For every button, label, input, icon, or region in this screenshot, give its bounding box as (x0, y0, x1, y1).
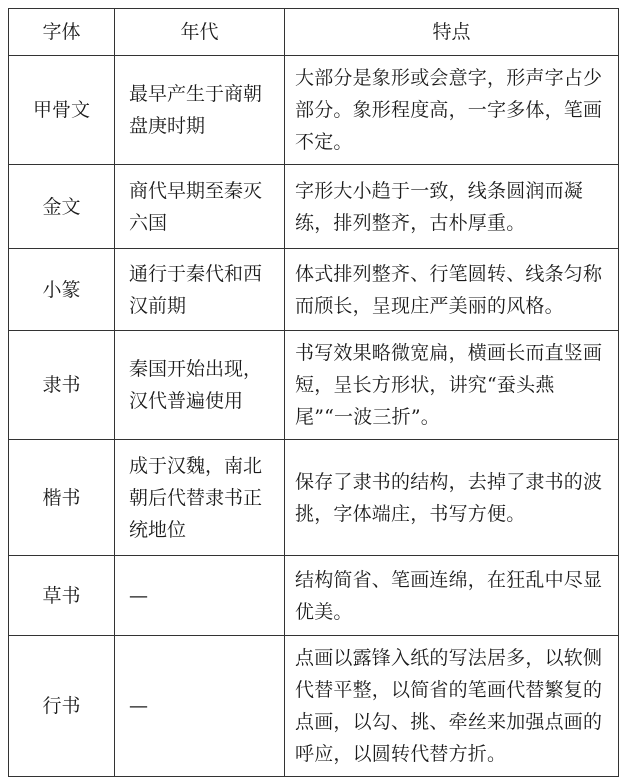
table-row (9, 331, 619, 440)
table-row (9, 636, 619, 777)
table-row (9, 165, 619, 249)
cell-script: 金文 (9, 165, 115, 249)
cell-features: 点画以露锋入纸的写法居多，以软侧代替平整，以简省的笔画代替繁复的点画，以勾、挑、牵丝来加强点画的呼应，以圆转代替方折。 (285, 636, 619, 777)
table-row (9, 556, 619, 636)
cell-era: — (115, 556, 285, 636)
script-comparison-table (8, 8, 619, 777)
cell-features: 字形大小趋于一致，线条圆润而凝练，排列整齐，古朴厚重。 (285, 165, 619, 249)
table-row (9, 440, 619, 556)
cell-script: 小篆 (9, 249, 115, 331)
table-header-row (9, 9, 619, 56)
cell-era: 商代早期至秦灭六国 (115, 165, 285, 249)
cell-features: 书写效果略微宽扁，横画长而直竖画短，呈长方形状，讲究“蚕头燕尾”“一波三折”。 (285, 331, 619, 440)
cell-era: 成于汉魏，南北朝后代替隶书正统地位 (115, 440, 285, 556)
cell-features: 保存了隶书的结构，去掉了隶书的波挑，字体端庄，书写方便。 (285, 440, 619, 556)
cell-features: 体式排列整齐、行笔圆转、线条匀称而颀长，呈现庄严美丽的风格。 (285, 249, 619, 331)
cell-era: 秦国开始出现，汉代普遍使用 (115, 331, 285, 440)
cell-era: 最早产生于商朝盘庚时期 (115, 56, 285, 165)
cell-era: 通行于秦代和西汉前期 (115, 249, 285, 331)
header-features: 特点 (285, 9, 619, 56)
cell-script: 隶书 (9, 331, 115, 440)
cell-script: 行书 (9, 636, 115, 777)
table-row (9, 249, 619, 331)
cell-features: 大部分是象形或会意字，形声字占少部分。象形程度高，一字多体，笔画不定。 (285, 56, 619, 165)
cell-script: 草书 (9, 556, 115, 636)
header-era: 年代 (115, 9, 285, 56)
cell-features: 结构简省、笔画连绵，在狂乱中尽显优美。 (285, 556, 619, 636)
cell-script: 楷书 (9, 440, 115, 556)
cell-era: — (115, 636, 285, 777)
table-row (9, 56, 619, 165)
cell-script: 甲骨文 (9, 56, 115, 165)
header-script: 字体 (9, 9, 115, 56)
